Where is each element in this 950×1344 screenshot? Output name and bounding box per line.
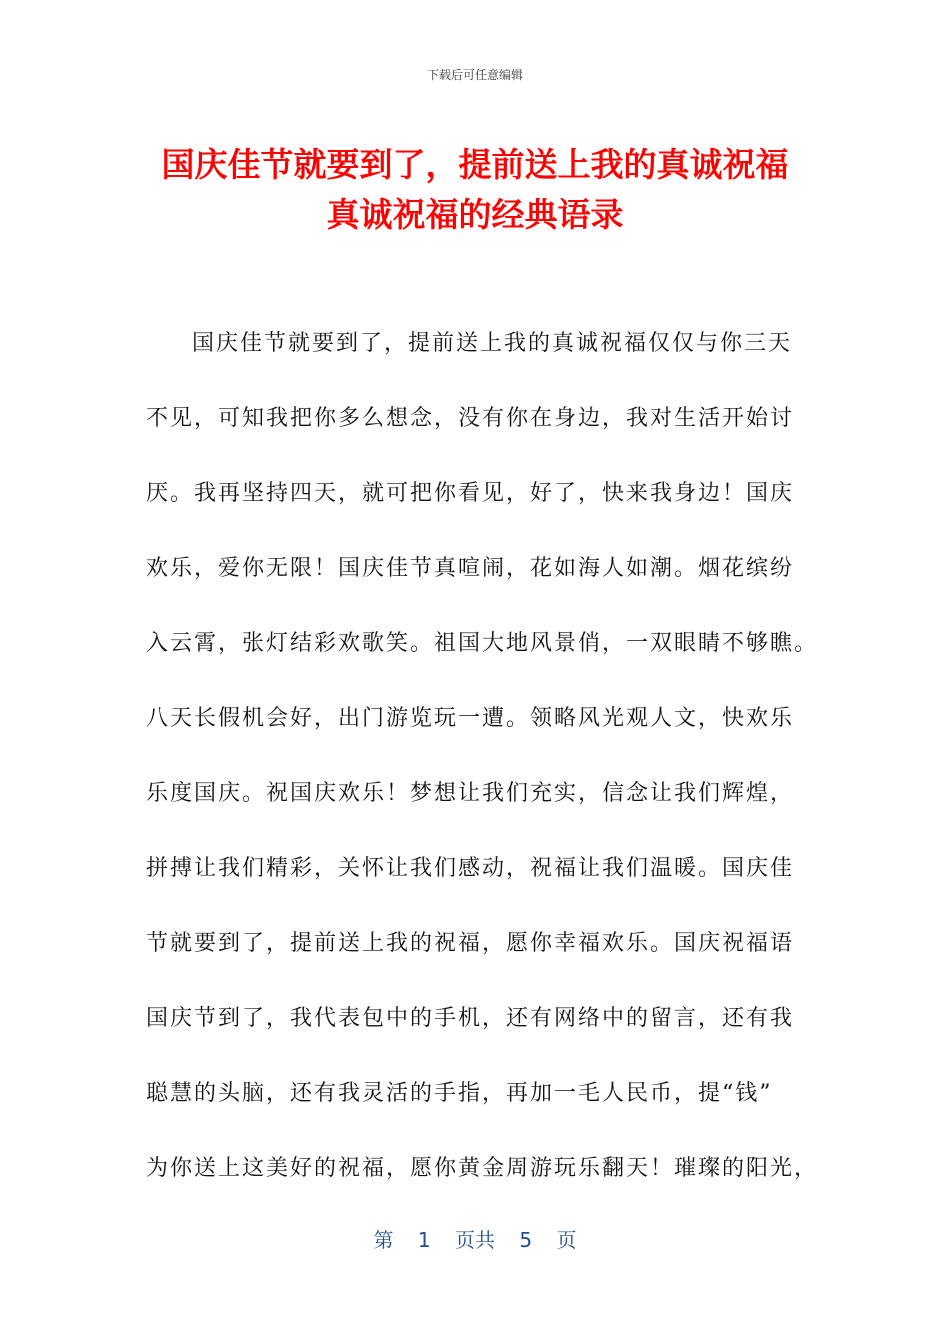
document-title [0,140,950,240]
footer-current-page: 1 [417,1228,431,1252]
title-line-1: 国庆佳节就要到了，提前送上我的真诚祝福 [161,145,789,184]
page-footer [0,1224,950,1253]
body-line: 节就要到了，提前送上我的祝福，愿你幸福欢乐。国庆祝福语 [146,931,795,956]
body-line: 乐度国庆。祝国庆欢乐！梦想让我们充实，信念让我们辉煌， [146,781,795,806]
footer-middle: 页共 [455,1228,495,1252]
body-line: 聪慧的头脑，还有我灵活的手指，再加一毛人民币，提“钱” [146,1081,773,1106]
body-line: 为你送上这美好的祝福，愿你黄金周游玩乐翻天！璀璨的阳光， [146,1156,819,1181]
body-paragraph [146,320,826,1220]
body-line: 国庆节到了，我代表包中的手机，还有网络中的留言，还有我 [146,1006,795,1031]
body-line: 八天长假机会好，出门游览玩一遭。领略风光观人文，快欢乐 [146,706,795,731]
body-line: 入云霄，张灯结彩欢歌笑。祖国大地风景俏，一双眼睛不够瞧。 [146,631,819,656]
footer-total-pages: 5 [519,1228,533,1252]
body-line: 欢乐，爱你无限！国庆佳节真喧闹，花如海人如潮。烟花缤纷 [146,556,795,581]
title-line-2: 真诚祝福的经典语录 [326,195,624,234]
footer-suffix: 页 [556,1228,577,1252]
page-header-note: 下载后可任意编辑 [426,68,523,82]
body-line: 不见，可知我把你多么想念，没有你在身边，我对生活开始讨 [146,406,795,431]
footer-prefix: 第 [373,1228,394,1252]
body-line: 国庆佳节就要到了，提前送上我的真诚祝福仅仅与你三天 [192,331,793,356]
body-line: 厌。我再坚持四天，就可把你看见，好了，快来我身边！国庆 [146,481,795,506]
body-line: 拼搏让我们精彩，关怀让我们感动，祝福让我们温暖。国庆佳 [146,856,795,881]
